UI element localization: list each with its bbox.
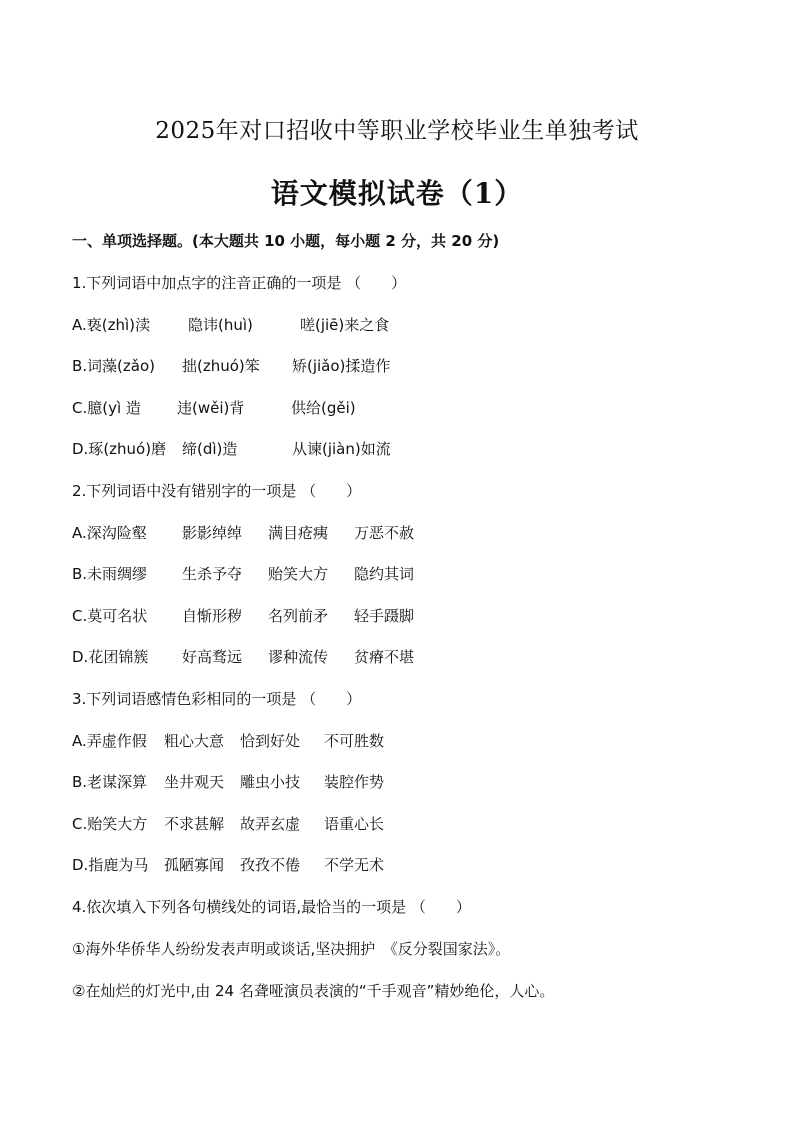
option-item: 粗心大意: [164, 732, 225, 750]
question-2-option-c: [72, 606, 414, 626]
option-item: 谬种流传: [268, 648, 329, 666]
option-item: 违(wěi)背: [177, 399, 245, 417]
question-1-option-b: [72, 356, 390, 376]
question-1-option-d: [72, 439, 391, 459]
exam-subtitle: 语文模拟试卷（1）: [270, 177, 524, 210]
option-item: 贻笑大方: [268, 565, 329, 583]
option-item: 嗟(jiē)来之食: [300, 316, 390, 334]
question-2-option-b: [72, 564, 414, 584]
option-item: C.臆(yì 造: [72, 399, 141, 417]
option-item: 生杀予夺: [182, 565, 243, 583]
question-2-option-d: [72, 647, 414, 667]
option-item: 恰到好处: [240, 732, 301, 750]
option-item: C.莫可名状: [72, 607, 148, 625]
option-item: 矫(jiǎo)揉造作: [292, 357, 391, 375]
option-item: 不可胜数: [324, 732, 385, 750]
question-4-sentence-2: ②在灿烂的灯光中,由 24 名聋哑演员表演的“千手观音”精妙绝伦，人心。: [72, 982, 555, 1000]
option-item: 拙(zhuó)笨: [182, 357, 260, 375]
option-item: 隐讳(huì): [188, 316, 253, 334]
option-item: 贫瘠不堪: [354, 648, 415, 666]
question-3-stem: 3.下列词语感情色彩相同的一项是 （ ）: [72, 690, 362, 708]
question-2-option-a: [72, 523, 414, 543]
option-item: 坐井观天: [164, 773, 225, 791]
option-item: 孤陋寡闻: [164, 856, 225, 874]
option-item: 供给(gěi): [291, 399, 356, 417]
option-item: 好高骛远: [182, 648, 243, 666]
question-2-stem: 2.下列词语中没有错别字的一项是 （ ）: [72, 482, 362, 500]
option-item: B.词藻(zǎo): [72, 357, 156, 375]
option-item: 故弄玄虚: [240, 815, 301, 833]
option-item: 轻手蹑脚: [354, 607, 415, 625]
option-item: D.琢(zhuó)磨: [72, 440, 167, 458]
option-item: 满目疮痍: [268, 524, 329, 542]
exam-title: 2025年对口招收中等职业学校毕业生单独考试: [155, 118, 639, 144]
question-1-stem: 1.下列词语中加点字的注音正确的一项是 （ ）: [72, 274, 407, 292]
question-4-stem: 4.依次填入下列各句横线处的词语,最恰当的一项是 （ ）: [72, 898, 471, 916]
option-item: 自惭形秽: [182, 607, 243, 625]
option-item: 隐约其词: [354, 565, 415, 583]
option-item: D.指鹿为马: [72, 856, 149, 874]
question-3-option-a: [72, 731, 384, 751]
question-4-sentence-1: ①海外华侨华人纷纷发表声明或谈话,坚决拥护 《反分裂国家法》。: [72, 940, 511, 958]
section-heading: 一、单项选择题。(本大题共 10 小题，每小题 2 分，共 20 分): [72, 232, 500, 250]
option-item: 语重心长: [324, 815, 385, 833]
question-3-option-d: [72, 855, 384, 875]
question-1-option-a: [72, 315, 389, 335]
option-item: A.深沟险壑: [72, 524, 147, 542]
option-item: C.贻笑大方: [72, 815, 148, 833]
option-item: B.未雨绸缪: [72, 565, 148, 583]
question-1-option-c: [72, 398, 356, 418]
option-item: 影影绰绰: [182, 524, 243, 542]
option-item: 名列前矛: [268, 607, 329, 625]
option-item: A.亵(zhì)渎: [72, 316, 151, 334]
option-item: 不求甚解: [164, 815, 225, 833]
option-item: 孜孜不倦: [240, 856, 301, 874]
option-item: 万恶不赦: [354, 524, 415, 542]
option-item: 装腔作势: [324, 773, 385, 791]
option-item: A.弄虚作假: [72, 732, 147, 750]
option-item: 不学无术: [324, 856, 385, 874]
question-3-option-c: [72, 814, 384, 834]
option-item: D.花团锦簇: [72, 648, 149, 666]
question-3-option-b: [72, 772, 384, 792]
option-item: 雕虫小技: [240, 773, 301, 791]
option-item: B.老谋深算: [72, 773, 148, 791]
option-item: 从谏(jiàn)如流: [292, 440, 391, 458]
option-item: 缔(dì)造: [182, 440, 238, 458]
